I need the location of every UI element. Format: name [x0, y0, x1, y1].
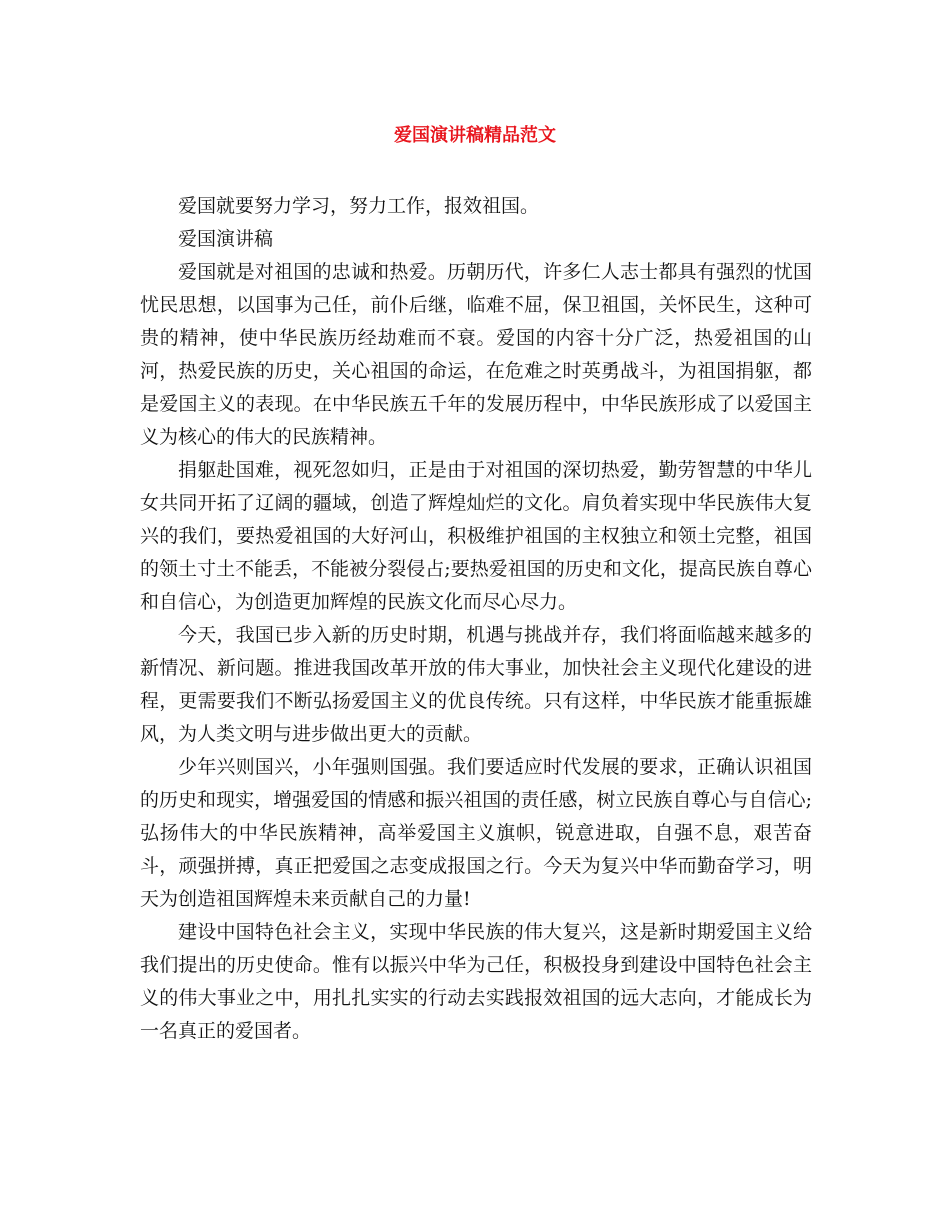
paragraph-5: 建设中国特色社会主义，实现中华民族的伟大复兴，这是新时期爱国主义给我们提出的历史使命。惟有以振兴中华为己任，积极投身到建设中国特色社会主义的伟大事业之中，用扎扎实实的行动去实践报效祖国的远大志向，才能成长为一名真正的爱国者。 [140, 921, 812, 1042]
paragraph-3: 今天，我国已步入新的历史时期，机遇与挑战并存，我们将面临越来越多的新情况、新问题。推进我国改革开放的伟大事业，加快社会主义现代化建设的进程，更需要我们不断弘扬爱国主义的优良传统。只有这样，中华民族才能重振雄风，为人类文明与进步做出更大的贡献。 [140, 624, 812, 745]
paragraph-4: 少年兴则国兴，小年强则国强。我们要适应时代发展的要求，正确认识祖国的历史和现实，增强爱国的情感和振兴祖国的责任感，树立民族自尊心与自信心;弘扬伟大的中华民族精神，高举爱国主义旗帜，锐意进取，自强不息，艰苦奋斗，顽强拼搏，真正把爱国之志变成报国之行。今天为复兴中华而勤奋学习，明天为创造祖国辉煌未来贡献自己的力量! [140, 756, 812, 910]
paragraph-2: 捐躯赴国难，视死忽如归，正是由于对祖国的深切热爱，勤劳智慧的中华儿女共同开拓了辽阔的疆域，创造了辉煌灿烂的文化。肩负着实现中华民族伟大复兴的我们，要热爱祖国的大好河山，积极维护祖国的主权独立和领土完整，祖国的领土寸土不能丢，不能被分裂侵占;要热爱祖国的历史和文化，提高民族自尊心和自信心，为创造更加辉煌的民族文化而尽心尽力。 [140, 459, 812, 613]
paragraph-intro: 爱国就要努力学习，努力工作，报效祖国。 [178, 195, 540, 217]
document-body [140, 190, 812, 1048]
paragraph-1: 爱国就是对祖国的忠诚和热爱。历朝历代，许多仁人志士都具有强烈的忧国忧民思想，以国事为己任，前仆后继，临难不屈，保卫祖国，关怀民生，这种可贵的精神，使中华民族历经劫难而不衰。爱国的内容十分广泛，热爱祖国的山河，热爱民族的历史，关心祖国的命运，在危难之时英勇战斗，为祖国捐躯，都是爱国主义的表现。在中华民族五千年的发展历程中，中华民族形成了以爱国主义为核心的伟大的民族精神。 [140, 261, 812, 448]
paragraph-subtitle: 爱国演讲稿 [178, 228, 274, 250]
document-title: 爱国演讲稿精品范文 [394, 125, 556, 146]
